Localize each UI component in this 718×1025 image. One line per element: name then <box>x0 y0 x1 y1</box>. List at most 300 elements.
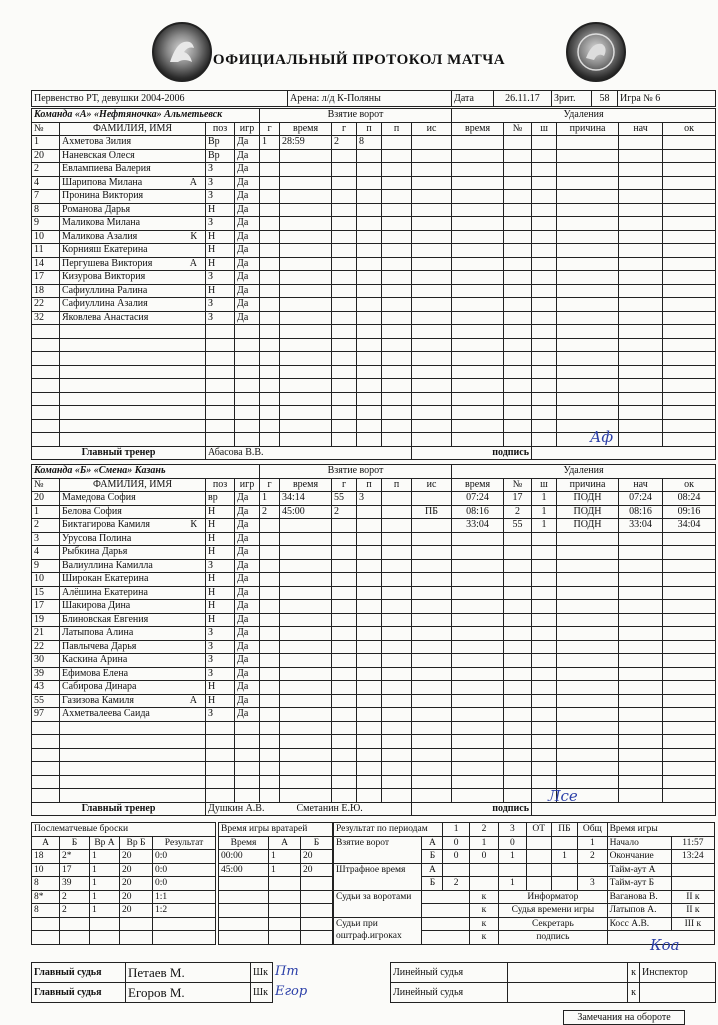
shootout-cell: 20 <box>120 904 153 918</box>
goal-assist-2 <box>382 789 412 803</box>
penalty-reason <box>557 230 619 244</box>
player-number: 22 <box>32 640 60 654</box>
penalty-reason <box>557 613 619 627</box>
goal-scorer <box>332 640 357 654</box>
shootout-col-header: Вр А <box>90 836 120 850</box>
goal-index <box>260 640 280 654</box>
player-name-text: Маликова Милана <box>62 217 141 229</box>
goal-situation <box>412 271 452 285</box>
penalty-end <box>663 681 716 695</box>
penalty-start <box>619 217 663 231</box>
player-name <box>60 721 206 735</box>
goal-time <box>280 600 332 614</box>
goal-index <box>260 789 280 803</box>
team-a-col-header: ФАМИЛИЯ, ИМЯ <box>60 122 206 136</box>
player-played <box>235 406 260 420</box>
goal-time <box>280 338 332 352</box>
period-penalties-value <box>469 863 498 877</box>
player-name-text: Шакирова Дина <box>62 600 131 612</box>
goal-assist-1 <box>357 519 382 533</box>
goal-scorer <box>332 775 357 789</box>
player-number <box>32 721 60 735</box>
referee-2-cat: Шк <box>251 983 273 1003</box>
goal-index: 1 <box>260 492 280 506</box>
shootout-cell: 1 <box>90 890 120 904</box>
player-name <box>60 492 206 506</box>
table-row <box>32 789 716 803</box>
penalty-reason <box>557 600 619 614</box>
table-row <box>32 298 716 312</box>
game-time-label: Тайм-аут Б <box>607 877 671 891</box>
player-number <box>32 379 60 393</box>
player-number: 19 <box>32 613 60 627</box>
goal-assist-2 <box>382 735 412 749</box>
secretary-signature: Коа <box>650 936 680 954</box>
goal-time <box>280 379 332 393</box>
penalty-time <box>452 546 504 560</box>
penalty-start <box>619 654 663 668</box>
player-number <box>32 392 60 406</box>
goal-time <box>280 721 332 735</box>
official-role: Информатор <box>499 890 607 904</box>
table-row <box>32 244 716 258</box>
goal-situation <box>412 775 452 789</box>
team-b-coach <box>206 802 412 816</box>
penalty-start <box>619 708 663 722</box>
game-time-value <box>671 877 714 891</box>
player-name <box>60 244 206 258</box>
penalty-start <box>619 573 663 587</box>
goal-time <box>280 325 332 339</box>
player-number: 11 <box>32 244 60 258</box>
penalty-end <box>663 203 716 217</box>
coach-name: Абасова В.В. <box>208 446 264 458</box>
table-row <box>32 559 716 573</box>
player-played: Да <box>235 586 260 600</box>
team-a-col-header: причина <box>557 122 619 136</box>
penalty-reason <box>557 762 619 776</box>
penalty-player <box>504 338 532 352</box>
player-name-text: Сафиуллина Азалия <box>62 298 148 310</box>
goal-time <box>280 708 332 722</box>
penalty-player <box>504 559 532 573</box>
goal-assist-2 <box>382 559 412 573</box>
team-b-col-header: г <box>260 478 280 492</box>
goal-situation <box>412 708 452 722</box>
goal-assist-1 <box>357 325 382 339</box>
penalty-minutes <box>532 735 557 749</box>
goal-index <box>260 352 280 366</box>
penalty-time <box>452 640 504 654</box>
player-played: Да <box>235 244 260 258</box>
table-row <box>32 708 716 722</box>
player-number: 15 <box>32 586 60 600</box>
penalty-minutes <box>532 708 557 722</box>
goal-assist-2 <box>382 257 412 271</box>
penalty-minutes <box>532 190 557 204</box>
shootout-cell <box>120 917 153 931</box>
official-role: Судья времени игры <box>499 904 607 918</box>
penalty-end <box>663 284 716 298</box>
penalty-end <box>663 352 716 366</box>
player-position: З <box>206 627 235 641</box>
table-row <box>32 217 716 231</box>
penalty-minutes <box>532 532 557 546</box>
player-name <box>60 613 206 627</box>
official-role: Секретарь <box>499 917 607 931</box>
player-name <box>60 789 206 803</box>
penalty-end <box>663 338 716 352</box>
period-col-header: 2 <box>469 823 498 837</box>
penalty-player <box>504 365 532 379</box>
table-row <box>32 136 716 150</box>
penalty-start <box>619 176 663 190</box>
player-name <box>60 352 206 366</box>
penalty-end <box>663 257 716 271</box>
shootout-cell: 17 <box>60 863 90 877</box>
player-played: Да <box>235 230 260 244</box>
player-name <box>60 708 206 722</box>
player-position: Н <box>206 681 235 695</box>
penalty-minutes: 1 <box>532 505 557 519</box>
player-played <box>235 762 260 776</box>
player-name <box>60 586 206 600</box>
player-name-text: Газизова Камиля <box>62 694 134 706</box>
player-played <box>235 365 260 379</box>
goal-scorer <box>332 379 357 393</box>
player-position: З <box>206 217 235 231</box>
player-name-text: Пронина Виктория <box>62 190 144 202</box>
player-name <box>60 600 206 614</box>
penalty-start <box>619 136 663 150</box>
player-name <box>60 546 206 560</box>
player-played <box>235 748 260 762</box>
penalty-minutes <box>532 559 557 573</box>
shootout-col-header: Б <box>60 836 90 850</box>
team-a-col-header: поз <box>206 122 235 136</box>
player-number: 7 <box>32 190 60 204</box>
player-name-text: Кизурова Виктория <box>62 271 146 283</box>
penalty-start <box>619 775 663 789</box>
penalty-end: 34:04 <box>663 519 716 533</box>
penalty-time <box>452 203 504 217</box>
penalty-end <box>663 379 716 393</box>
goal-index <box>260 559 280 573</box>
team-b-col-header: г <box>332 478 357 492</box>
goal-assist-2 <box>382 352 412 366</box>
table-row <box>32 532 716 546</box>
player-number: 39 <box>32 667 60 681</box>
penalty-minutes: 1 <box>532 492 557 506</box>
goal-index <box>260 694 280 708</box>
goal-index <box>260 748 280 762</box>
goal-scorer <box>332 419 357 433</box>
penalty-time <box>452 775 504 789</box>
shootout-col-header: Результат <box>153 836 216 850</box>
goal-assist-1 <box>357 532 382 546</box>
player-name-text: Блиновская Евгения <box>62 613 149 625</box>
penalty-time <box>452 284 504 298</box>
player-name <box>60 433 206 447</box>
player-played: Да <box>235 217 260 231</box>
judge-cat: к <box>469 890 498 904</box>
table-row <box>32 775 716 789</box>
shootout-cell: 2 <box>60 904 90 918</box>
goal-assist-2 <box>382 379 412 393</box>
player-position: З <box>206 708 235 722</box>
goal-index <box>260 600 280 614</box>
penalty-time <box>452 406 504 420</box>
penalty-player <box>504 176 532 190</box>
player-played <box>235 735 260 749</box>
goal-assist-2 <box>382 176 412 190</box>
player-position <box>206 379 235 393</box>
penalty-start <box>619 190 663 204</box>
goal-assist-1 <box>357 505 382 519</box>
penalty-time <box>452 789 504 803</box>
team-a-col-header: время <box>280 122 332 136</box>
table-row <box>32 149 716 163</box>
goal-assist-1 <box>357 257 382 271</box>
player-position <box>206 433 235 447</box>
goal-situation <box>412 789 452 803</box>
penalty-start <box>619 613 663 627</box>
penalty-reason: ПОДН <box>557 519 619 533</box>
goal-assist-2 <box>382 519 412 533</box>
penalty-start <box>619 433 663 447</box>
goal-time <box>280 352 332 366</box>
player-position <box>206 762 235 776</box>
penalty-player <box>504 748 532 762</box>
goal-scorer <box>332 271 357 285</box>
table-row <box>32 519 716 533</box>
penalty-reason <box>557 694 619 708</box>
official-name: Ваганова В. <box>607 890 671 904</box>
penalty-time <box>452 217 504 231</box>
player-name-text: Ефимова Елена <box>62 667 129 679</box>
goal-index <box>260 190 280 204</box>
shootout-cell: 39 <box>60 877 90 891</box>
goal-assist-1 <box>357 365 382 379</box>
team-b-col-header: нач <box>619 478 663 492</box>
player-position: З <box>206 190 235 204</box>
penalty-minutes <box>532 230 557 244</box>
penalty-start <box>619 762 663 776</box>
goal-index <box>260 311 280 325</box>
player-number <box>32 775 60 789</box>
goal-situation <box>412 532 452 546</box>
period-penalties-value <box>443 863 469 877</box>
goal-assist-2 <box>382 762 412 776</box>
goalie-time-cell <box>219 917 269 931</box>
goal-scorer <box>332 627 357 641</box>
penalty-end <box>663 244 716 258</box>
penalty-time <box>452 694 504 708</box>
penalty-minutes <box>532 433 557 447</box>
goal-scorer <box>332 176 357 190</box>
penalty-player <box>504 627 532 641</box>
goal-time <box>280 271 332 285</box>
penalty-time <box>452 190 504 204</box>
goal-situation <box>412 667 452 681</box>
goal-assist-1 <box>357 654 382 668</box>
goal-time <box>280 149 332 163</box>
penalty-start <box>619 419 663 433</box>
goal-assist-2 <box>382 298 412 312</box>
linesman-1-cat: к <box>628 963 640 983</box>
penalty-end <box>663 586 716 600</box>
penalty-start <box>619 379 663 393</box>
penalty-reason <box>557 735 619 749</box>
table-row <box>32 311 716 325</box>
goal-assist-1 <box>357 748 382 762</box>
goal-assist-2 <box>382 136 412 150</box>
penalty-reason <box>557 163 619 177</box>
goal-time <box>280 433 332 447</box>
player-position: З <box>206 667 235 681</box>
goal-assist-1 <box>357 735 382 749</box>
captain-mark: А <box>189 257 197 269</box>
goal-assist-2 <box>382 492 412 506</box>
player-played: Да <box>235 284 260 298</box>
penalty-player <box>504 149 532 163</box>
inspector-label: Инспектор <box>640 963 716 983</box>
referees-table <box>31 962 716 1003</box>
penalty-reason <box>557 532 619 546</box>
penalty-time <box>452 627 504 641</box>
penalty-player <box>504 640 532 654</box>
goal-scorer <box>332 586 357 600</box>
penalty-reason <box>557 365 619 379</box>
table-row <box>32 546 716 560</box>
goal-situation <box>412 203 452 217</box>
player-position: Н <box>206 613 235 627</box>
goalie-col-header: Б <box>301 836 333 850</box>
goalie-col-header: А <box>269 836 301 850</box>
period-goals-label: Взятие ворот <box>334 836 422 863</box>
goal-index <box>260 775 280 789</box>
goal-situation <box>412 573 452 587</box>
player-played: Да <box>235 546 260 560</box>
team-a-signature: Аф <box>590 428 614 446</box>
player-position <box>206 419 235 433</box>
penalty-end <box>663 721 716 735</box>
team-b-col-header: причина <box>557 478 619 492</box>
goal-assist-2 <box>382 244 412 258</box>
penalty-start <box>619 365 663 379</box>
goal-assist-2 <box>382 190 412 204</box>
goal-assist-2 <box>382 230 412 244</box>
player-name <box>60 627 206 641</box>
penalty-end <box>663 311 716 325</box>
goal-situation <box>412 721 452 735</box>
player-number: 9 <box>32 217 60 231</box>
goal-assist-1 <box>357 640 382 654</box>
penalty-time <box>452 573 504 587</box>
goal-scorer <box>332 748 357 762</box>
player-played: Да <box>235 505 260 519</box>
goal-time: 28:59 <box>280 136 332 150</box>
penalty-minutes <box>532 573 557 587</box>
penalty-time <box>452 149 504 163</box>
player-name <box>60 271 206 285</box>
goal-situation <box>412 748 452 762</box>
goal-index <box>260 298 280 312</box>
team-a-col-header: № <box>32 122 60 136</box>
player-name <box>60 325 206 339</box>
period-penalties-value <box>499 863 526 877</box>
goal-situation <box>412 136 452 150</box>
linesman-label-1: Линейный судья <box>391 963 508 983</box>
penalty-minutes <box>532 271 557 285</box>
table-row <box>32 176 716 190</box>
penalty-minutes: 1 <box>532 519 557 533</box>
goal-assist-2 <box>382 433 412 447</box>
goal-index <box>260 519 280 533</box>
goal-scorer <box>332 681 357 695</box>
player-played: Да <box>235 654 260 668</box>
penalty-time <box>452 379 504 393</box>
table-row <box>32 163 716 177</box>
player-played: Да <box>235 298 260 312</box>
goal-situation <box>412 735 452 749</box>
penalty-minutes <box>532 325 557 339</box>
team-b-col-header: ок <box>663 478 716 492</box>
penalty-player <box>504 762 532 776</box>
goal-scorer <box>332 203 357 217</box>
table-row <box>32 735 716 749</box>
shootout-cell: 8 <box>32 877 60 891</box>
player-name <box>60 190 206 204</box>
player-name <box>60 257 206 271</box>
goal-assist-2 <box>382 419 412 433</box>
penalty-reason <box>557 667 619 681</box>
goalie-time-cell <box>269 904 301 918</box>
penalty-time <box>452 352 504 366</box>
goal-assist-2 <box>382 573 412 587</box>
player-played <box>235 325 260 339</box>
goalie-time-cell <box>269 890 301 904</box>
goal-situation <box>412 257 452 271</box>
referee-1-cat: Шк <box>251 963 273 983</box>
team-b-col-header: п <box>357 478 382 492</box>
penalty-player <box>504 271 532 285</box>
player-name-text: Романова Дарья <box>62 203 131 215</box>
penalty-player <box>504 789 532 803</box>
penalty-player <box>504 257 532 271</box>
penalty-start <box>619 789 663 803</box>
team-a-col-header: время <box>452 122 504 136</box>
penalty-end <box>663 708 716 722</box>
goal-assist-1 <box>357 190 382 204</box>
goal-assist-1 <box>357 667 382 681</box>
penalty-reason <box>557 352 619 366</box>
player-name-text: Яковлева Анастасия <box>62 311 149 323</box>
penalty-time <box>452 667 504 681</box>
team-b-signature: Лсе <box>548 787 578 805</box>
goal-assist-2 <box>382 392 412 406</box>
period-penalties-value <box>526 877 551 891</box>
goal-scorer <box>332 352 357 366</box>
table-row <box>32 748 716 762</box>
penalty-end <box>663 392 716 406</box>
goal-situation <box>412 681 452 695</box>
goal-index <box>260 392 280 406</box>
penalty-player <box>504 667 532 681</box>
player-position <box>206 325 235 339</box>
goal-time <box>280 532 332 546</box>
shootout-cell: 8* <box>32 890 60 904</box>
